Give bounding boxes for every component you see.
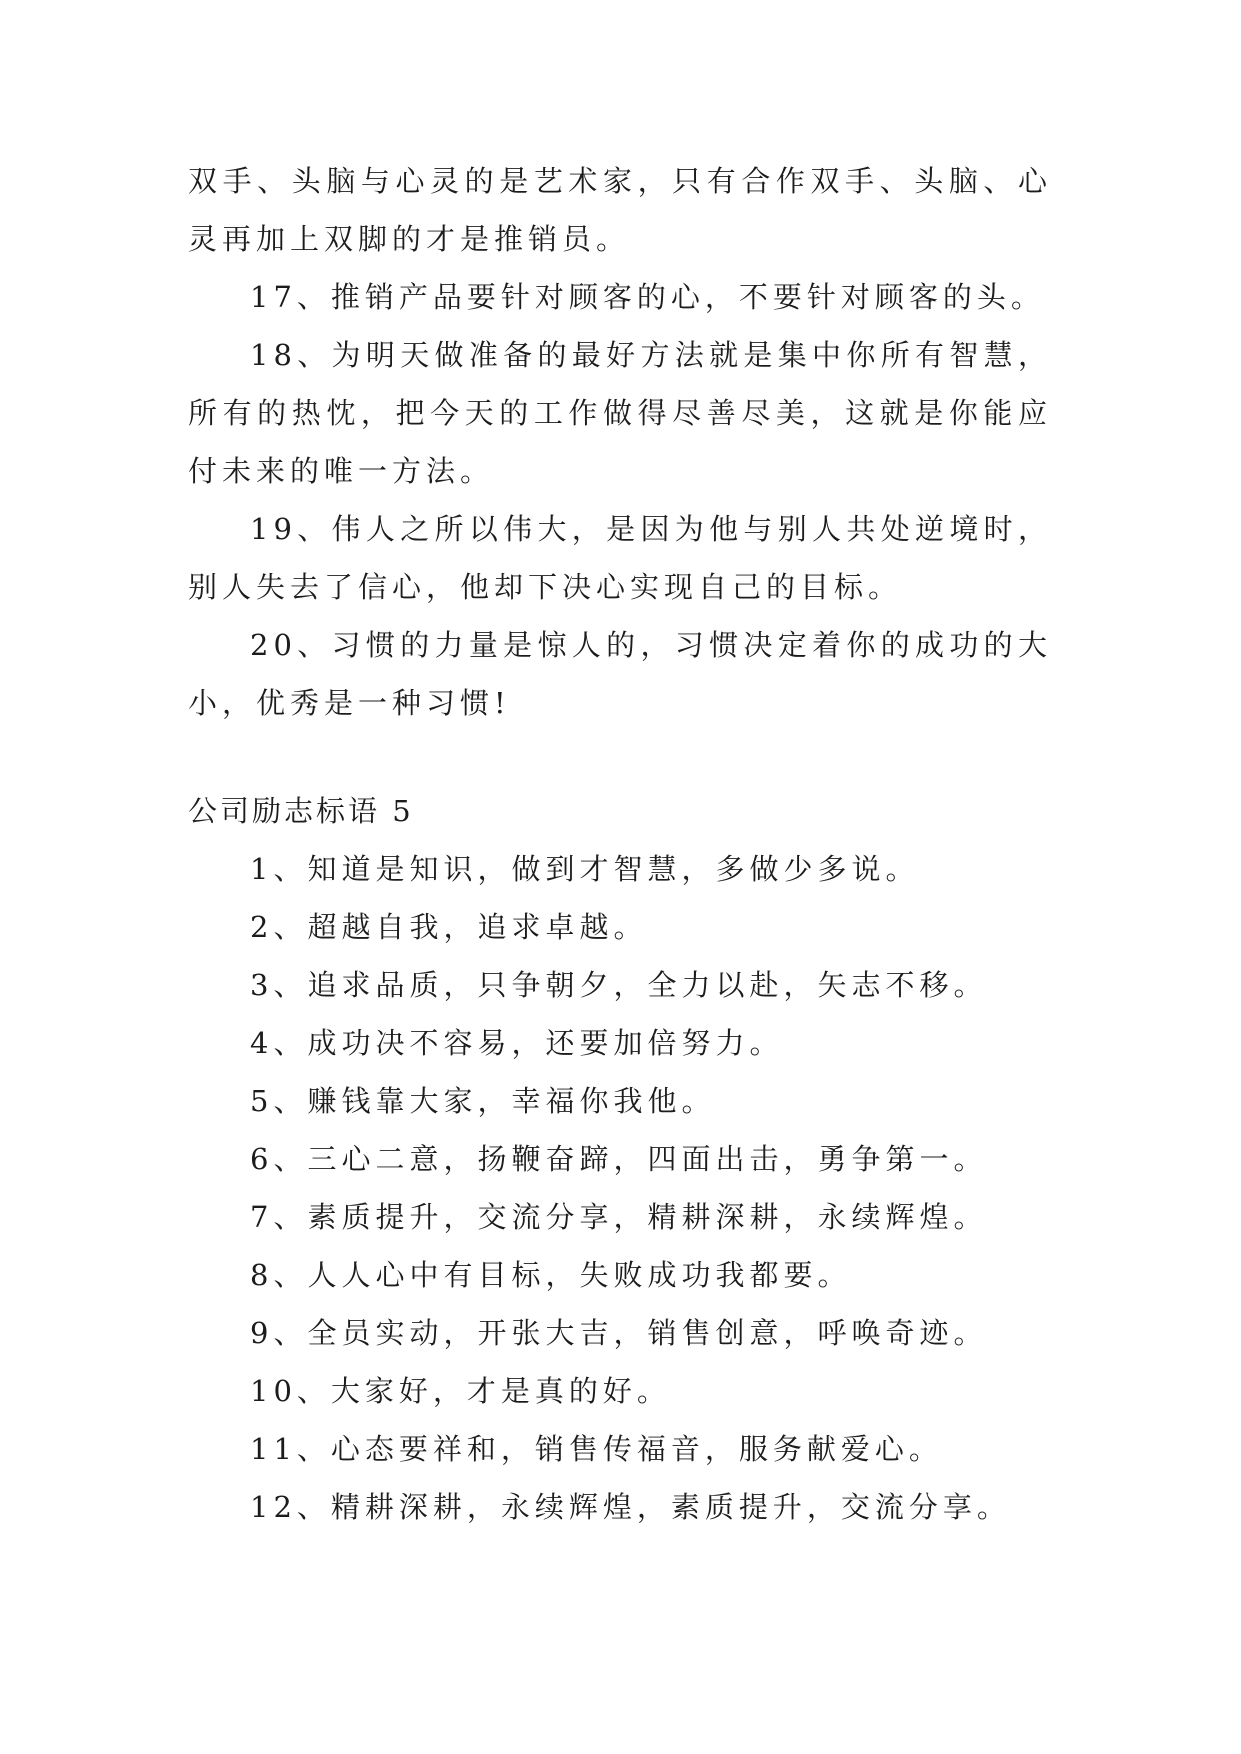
slogan-item-12: 12、精耕深耕，永续辉煌，素质提升，交流分享。 bbox=[250, 1490, 1011, 1524]
slogan-item-6: 6、三心二意，扬鞭奋蹄，四面出击，勇争第一。 bbox=[250, 1142, 988, 1176]
slogan-item-4: 4、成功决不容易，还要加倍努力。 bbox=[250, 1026, 784, 1060]
item-20: 20、习惯的力量是惊人的，习惯决定着你的成功的大小，优秀是一种习惯! bbox=[188, 628, 1052, 720]
slogan-item-2: 2、超越自我，追求卓越。 bbox=[250, 910, 648, 944]
section-title: 公司励志标语 5 bbox=[188, 794, 414, 828]
continuation-paragraph: 双手、头脑与心灵的是艺术家，只有合作双手、头脑、心灵再加上双脚的才是推销员。 bbox=[188, 164, 1052, 256]
item-19: 19、伟人之所以伟大，是因为他与别人共处逆境时，别人失去了信心，他却下决心实现自己的目标。 bbox=[188, 512, 1052, 604]
slogan-item-5: 5、赚钱靠大家，幸福你我他。 bbox=[250, 1084, 716, 1118]
slogan-item-8: 8、人人心中有目标，失败成功我都要。 bbox=[250, 1258, 852, 1292]
item-18: 18、为明天做准备的最好方法就是集中你所有智慧，所有的热忱，把今天的工作做得尽善尽美，这就是你能应付未来的唯一方法。 bbox=[188, 338, 1052, 488]
slogan-item-7: 7、素质提升，交流分享，精耕深耕，永续辉煌。 bbox=[250, 1200, 988, 1234]
slogan-item-10: 10、大家好，才是真的好。 bbox=[250, 1374, 671, 1408]
document-page bbox=[188, 152, 1052, 1536]
slogan-item-3: 3、追求品质，只争朝夕，全力以赴，矢志不移。 bbox=[250, 968, 988, 1002]
slogan-item-1: 1、知道是知识，做到才智慧，多做少多说。 bbox=[250, 852, 920, 886]
item-17: 17、推销产品要针对顾客的心，不要针对顾客的头。 bbox=[250, 280, 1045, 314]
slogan-item-9: 9、全员实动，开张大吉，销售创意，呼唤奇迹。 bbox=[250, 1316, 988, 1350]
slogan-item-11: 11、心态要祥和，销售传福音，服务献爱心。 bbox=[250, 1432, 943, 1466]
